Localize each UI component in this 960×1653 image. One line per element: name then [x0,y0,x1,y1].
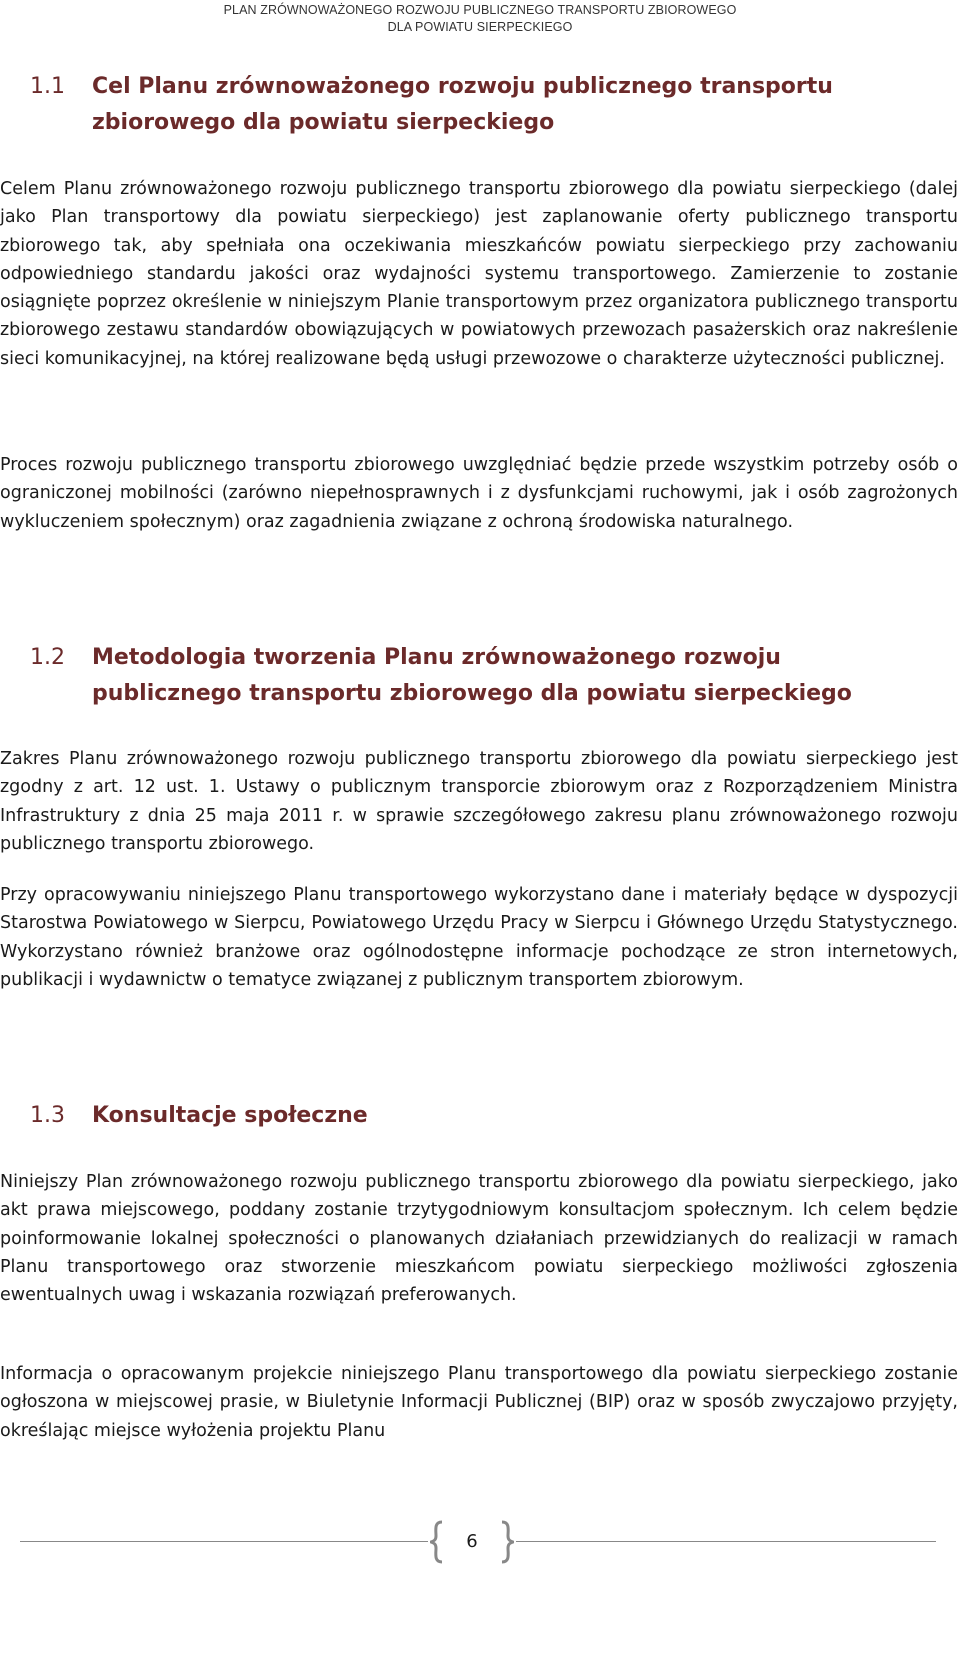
footer-rule-left [20,1541,428,1542]
section-number: 1.1 [30,74,65,99]
paragraph: Celem Planu zrównoważonego rozwoju publicznego transportu zbiorowego dla powiatu sierpeckiego (dalej jako Plan transportowy dla powiatu sierpeckiego) jest zaplanowanie oferty publicznego transportu zbiorowego tak, aby spełniała ona oczekiwania mieszkańców powiatu sierpeckiego przy zachowaniu odpowiedniego standardu jakości oraz wydajności systemu transportowego. Zamierzenie to zostanie osiągnięte poprzez określenie w niniejszym Planie transportowym przez organizatora publicznego transportu zbiorowego zestawu standardów obowiązujących w powiatowych przewozach pasażerskich oraz nakreślenie sieci komunikacyjnej, na której realizowane będą usługi przewozowe o charakterze użyteczności publicznej. [0,179,958,369]
page-number: 6 [466,1531,478,1552]
section-number: 1.2 [30,645,65,670]
page-number-frame [430,1520,514,1564]
running-header [0,2,960,36]
footer-rule-right [516,1541,936,1542]
section-heading-1-2 [30,640,930,712]
section-number: 1.3 [30,1103,65,1128]
paragraph: Proces rozwoju publicznego transportu zbiorowego uwzględniać będzie przede wszystkim potrzeby osób o ograniczonej mobilności (zarówno niepełnosprawnych i z dysfunkcjami ruchowymi, jak i osób zagrożonych wykluczeniem społecznym) oraz zagadnienia związane z ochroną środowiska naturalnego. [0,455,958,532]
paragraph: Zakres Planu zrównoważonego rozwoju publicznego transportu zbiorowego dla powiatu sierpeckiego jest zgodny z art. 12 ust. 1. Ustawy o publicznym transporcie zbiorowym oraz z Rozporządzeniem Ministra Infrastruktury z dnia 25 maja 2011 r. w sprawie szczegółowego zakresu planu zrównoważonego rozwoju publicznego transportu zbiorowego. [0,749,958,854]
running-header-line-2: DLA POWIATU SIERPECKIEGO [387,20,573,34]
section-heading-1-3 [30,1098,930,1134]
section-title: Konsultacje społeczne [92,1103,368,1128]
running-header-line-1: PLAN ZRÓWNOWAŻONEGO ROZWOJU PUBLICZNEGO TRANSPORTU ZBIOROWEGO [223,3,737,17]
section-heading-1-1 [30,69,930,141]
section-title: Metodologia tworzenia Planu zrównoważonego rozwoju publicznego transportu zbiorowego dla powiatu sierpeckiego [92,645,852,706]
paragraph: Informacja o opracowanym projekcie niniejszego Planu transportowego dla powiatu sierpeckiego zostanie ogłoszona w miejscowej prasie, w Biuletynie Informacji Publicznej (BIP) oraz w sposób zwyczajowo przyjęty, określając miejsce wyłożenia projektu Planu [0,1364,958,1441]
paragraph: Niniejszy Plan zrównoważonego rozwoju publicznego transportu zbiorowego dla powiatu sierpeckiego, jako akt prawa miejscowego, poddany zostanie trzytygodniowym konsultacjom społecznym. Ich celem będzie poinformowanie lokalnej społeczności o planowanych działaniach przewidzianych do realizacji w ramach Planu transportowego oraz stworzenie mieszkańcom powiatu sierpeckiego możliwości zgłoszenia ewentualnych uwag i wskazania rozwiązań preferowanych. [0,1172,958,1306]
section-title: Cel Planu zrównoważonego rozwoju publicznego transportu zbiorowego dla powiatu sierpeckiego [92,74,833,135]
paragraph: Przy opracowywaniu niniejszego Planu transportowego wykorzystano dane i materiały będące w dyspozycji Starostwa Powiatowego w Sierpcu, Powiatowego Urzędu Pracy w Sierpcu i Głównego Urzędu Statystycznego. Wykorzystano również branżowe oraz ogólnodostępne informacje pochodzące ze stron internetowych, publikacji i wydawnictw o tematyce związanej z publicznym transportem zbiorowym. [0,885,958,990]
